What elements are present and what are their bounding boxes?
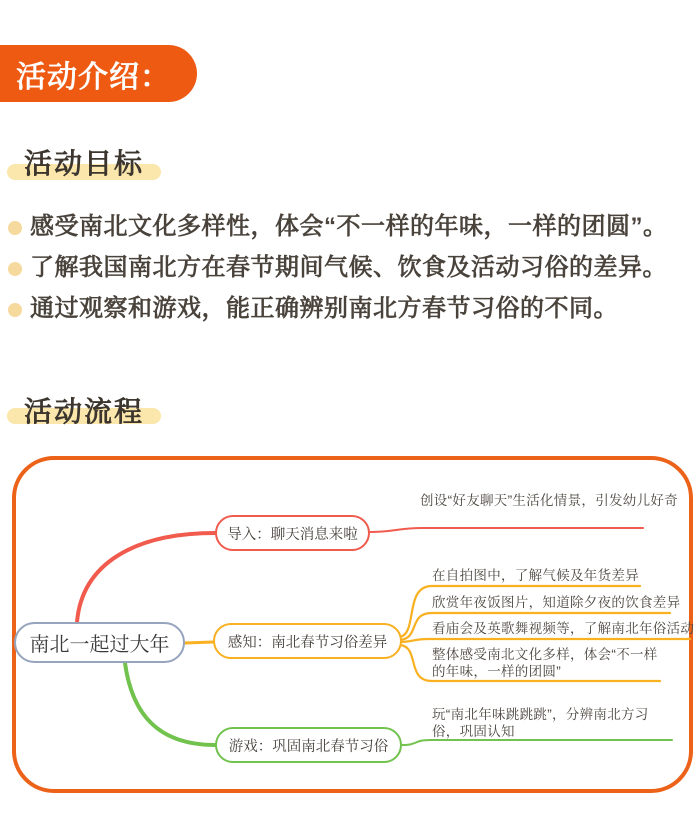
sense-leaf-line-3 [400, 639, 690, 642]
mindmap-root-node: 南北一起过大年 [14, 622, 185, 663]
section-title-goals: 活动目标 [24, 148, 145, 179]
page-title: 活动介绍： [16, 60, 171, 94]
leaf-text-perception-1: 在自拍图中，了解气候及年货差异 [432, 568, 639, 583]
goal-item: 感受南北文化多样性，体会“不一样的年味，一样的团圆”。 [30, 213, 668, 240]
bullet-icon [8, 262, 22, 276]
mindmap-node-game: 游戏：巩固南北春节习俗 [215, 727, 402, 763]
leaf-text-perception-3: 看庙会及英歌舞视频等，了解南北年俗活动 [432, 621, 695, 636]
game-leaf-line [402, 740, 672, 745]
mindmap-node-perception: 感知：南北春节习俗差异 [213, 623, 402, 659]
bullet-icon [8, 303, 22, 317]
mindmap-node-intro: 导入：聊天消息来啦 [215, 515, 370, 551]
sense-branch-connector [185, 642, 213, 643]
intro-leaf-line [370, 528, 643, 532]
leaf-text-game: 玩“南北年味跳跳跳”，分辨南北方习俗，巩固认知 [432, 707, 649, 739]
goal-item: 通过观察和游戏，能正确辨别南北方春节习俗的不同。 [30, 295, 618, 322]
mindmap-frame [12, 456, 693, 793]
header-banner [0, 45, 197, 102]
leaf-text-perception-2: 欣赏年夜饭图片，知道除夕夜的饮食差异 [432, 595, 681, 610]
section-title-process: 活动流程 [24, 396, 145, 427]
goal-item: 了解我国南北方在春节期间气候、饮食及活动习俗的差异。 [30, 254, 667, 281]
bullet-icon [8, 221, 22, 235]
leaf-text-intro: 创设“好友聊天”生活化情景，引发幼儿好奇 [420, 493, 678, 508]
mindmap-layer [12, 456, 693, 793]
game-branch-curve [125, 663, 215, 745]
intro-branch-curve [77, 533, 215, 622]
leaf-text-perception-4: 整体感受南北文化多样，体会“不一样的年味，一样的团圆” [432, 647, 658, 679]
